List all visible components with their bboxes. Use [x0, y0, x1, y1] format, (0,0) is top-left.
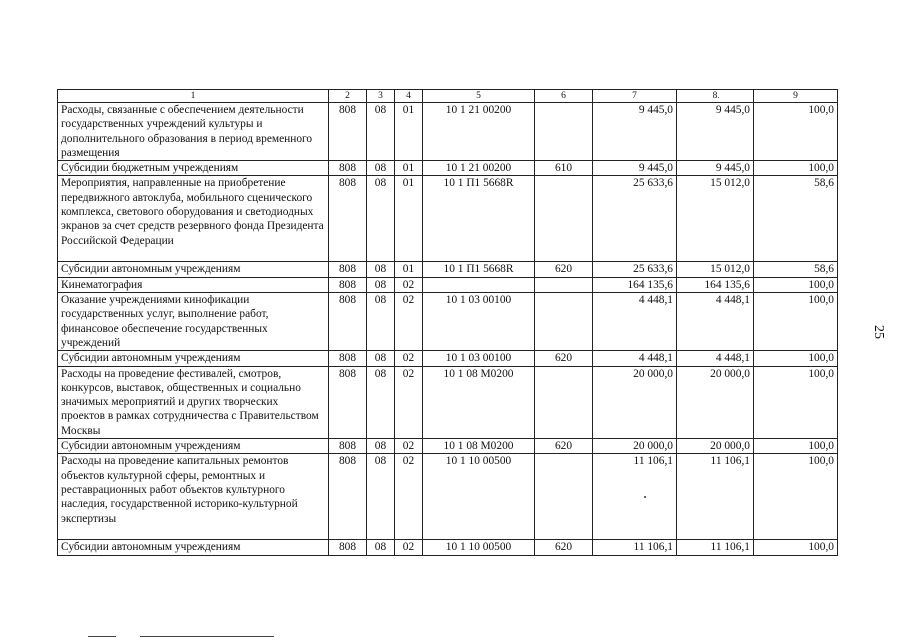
column-header-2: 2: [329, 90, 367, 103]
column-header-8: 8: [677, 90, 754, 103]
execution-percent-cell: 100,0: [754, 540, 838, 555]
table-row: [58, 103, 838, 161]
expense-type-cell: [535, 293, 593, 351]
item-name-cell: Оказание учреждениями кинофикации государственных услуг, выполнение работ, финансовое обеспечение государственных учреждений: [58, 293, 329, 351]
subsection-code-cell: 02: [395, 454, 423, 540]
expense-type-cell: [535, 366, 593, 438]
ministry-code-cell: 808: [329, 262, 367, 277]
target-article-cell: 10 1 21 00200: [423, 161, 535, 176]
column-header-9: 9: [754, 90, 838, 103]
section-code-cell: 08: [367, 540, 395, 555]
executed-amount-cell: 20 000,0: [677, 439, 754, 454]
executed-amount-cell: 4 448,1: [677, 351, 754, 366]
column-header-6: 6: [535, 90, 593, 103]
executed-amount-cell: 9 445,0: [677, 103, 754, 161]
subsection-code-cell: 01: [395, 176, 423, 262]
ministry-code-cell: 808: [329, 351, 367, 366]
subsection-code-cell: 02: [395, 293, 423, 351]
subsection-code-cell: 02: [395, 540, 423, 555]
subsection-code-cell: 01: [395, 103, 423, 161]
column-header-1: 1: [58, 90, 329, 103]
planned-amount-cell: 164 135,6: [593, 277, 677, 292]
planned-amount-cell: 9 445,0: [593, 103, 677, 161]
target-article-cell: 10 1 10 00500: [423, 454, 535, 540]
execution-percent-cell: 100,0: [754, 454, 838, 540]
execution-percent-cell: 100,0: [754, 161, 838, 176]
expense-type-cell: [535, 103, 593, 161]
execution-percent-cell: 100,0: [754, 103, 838, 161]
table-row: [58, 293, 838, 351]
item-name-cell: Кинематография: [58, 277, 329, 292]
item-name-cell: Субсидии автономным учреждениям: [58, 351, 329, 366]
table-row: [58, 351, 838, 366]
item-name-cell: Расходы на проведение фестивалей, смотров, конкурсов, выставок, общественных и социально значимых мероприятий и других творческих проектов в рамках сотрудничества с Правительством Москвы: [58, 366, 329, 438]
ministry-code-cell: 808: [329, 454, 367, 540]
ministry-code-cell: 808: [329, 439, 367, 454]
section-code-cell: 08: [367, 366, 395, 438]
planned-amount-cell: 11 106,1: [593, 540, 677, 555]
executed-amount-cell: 164 135,6: [677, 277, 754, 292]
section-code-cell: 08: [367, 262, 395, 277]
executed-amount-cell: 9 445,0: [677, 161, 754, 176]
subsection-code-cell: 02: [395, 439, 423, 454]
planned-amount-cell: 11 106,1: [593, 454, 677, 540]
executed-amount-cell: 4 448,1: [677, 293, 754, 351]
executed-amount-cell: 20 000,0: [677, 366, 754, 438]
budget-table: [57, 89, 838, 556]
table-row: [58, 454, 838, 540]
planned-amount-cell: 25 633,6: [593, 176, 677, 262]
table-row: [58, 366, 838, 438]
section-code-cell: 08: [367, 161, 395, 176]
item-name-cell: Субсидии бюджетным учреждениям: [58, 161, 329, 176]
scan-speck: [718, 97, 719, 98]
ministry-code-cell: 808: [329, 277, 367, 292]
ministry-code-cell: 808: [329, 366, 367, 438]
executed-amount-cell: 15 012,0: [677, 176, 754, 262]
target-article-cell: 10 1 П1 5668R: [423, 176, 535, 262]
section-code-cell: 08: [367, 454, 395, 540]
column-header-7: 7: [593, 90, 677, 103]
subsection-code-cell: 01: [395, 161, 423, 176]
execution-percent-cell: 100,0: [754, 366, 838, 438]
table-row: [58, 161, 838, 176]
subsection-code-cell: 02: [395, 277, 423, 292]
executed-amount-cell: 11 106,1: [677, 540, 754, 555]
column-header-5: 5: [423, 90, 535, 103]
target-article-cell: 10 1 21 00200: [423, 103, 535, 161]
item-name-cell: Расходы, связанные с обеспечением деятельности государственных учреждений культуры и дополнительного образования в период временного размещения: [58, 103, 329, 161]
execution-percent-cell: 100,0: [754, 293, 838, 351]
execution-percent-cell: 100,0: [754, 277, 838, 292]
expense-type-cell: 620: [535, 439, 593, 454]
table-body: [58, 90, 838, 556]
expense-type-cell: [535, 277, 593, 292]
subsection-code-cell: 02: [395, 366, 423, 438]
expense-type-cell: 620: [535, 540, 593, 555]
item-name-cell: Субсидии автономным учреждениям: [58, 540, 329, 555]
planned-amount-cell: 4 448,1: [593, 351, 677, 366]
target-article-cell: 10 1 П1 5668R: [423, 262, 535, 277]
section-code-cell: 08: [367, 103, 395, 161]
execution-percent-cell: 58,6: [754, 262, 838, 277]
table-row: [58, 176, 838, 262]
table-row: [58, 540, 838, 555]
target-article-cell: 10 1 03 00100: [423, 351, 535, 366]
section-code-cell: 08: [367, 176, 395, 262]
ministry-code-cell: 808: [329, 293, 367, 351]
section-code-cell: 08: [367, 277, 395, 292]
planned-amount-cell: 4 448,1: [593, 293, 677, 351]
target-article-cell: 10 1 08 М0200: [423, 439, 535, 454]
executed-amount-cell: 11 106,1: [677, 454, 754, 540]
execution-percent-cell: 58,6: [754, 176, 838, 262]
expense-type-cell: 620: [535, 351, 593, 366]
table-row: [58, 439, 838, 454]
subsection-code-cell: 02: [395, 351, 423, 366]
target-article-cell: 10 1 10 00500: [423, 540, 535, 555]
planned-amount-cell: 20 000,0: [593, 366, 677, 438]
target-article-cell: 10 1 08 М0200: [423, 366, 535, 438]
expense-type-cell: 610: [535, 161, 593, 176]
ministry-code-cell: 808: [329, 540, 367, 555]
section-code-cell: 08: [367, 439, 395, 454]
executed-amount-cell: 15 012,0: [677, 262, 754, 277]
ministry-code-cell: 808: [329, 103, 367, 161]
ministry-code-cell: 808: [329, 176, 367, 262]
item-name-cell: Субсидии автономным учреждениям: [58, 262, 329, 277]
ministry-code-cell: 808: [329, 161, 367, 176]
execution-percent-cell: 100,0: [754, 439, 838, 454]
execution-percent-cell: 100,0: [754, 351, 838, 366]
section-code-cell: 08: [367, 293, 395, 351]
table-row: [58, 262, 838, 277]
item-name-cell: Субсидии автономным учреждениям: [58, 439, 329, 454]
item-name-cell: Расходы на проведение капитальных ремонтов объектов культурной сферы, ремонтных и реставрационных работ объектов культурного наследия, государственной историко-культурной экспертизы: [58, 454, 329, 540]
table-row: [58, 277, 838, 292]
scan-speck: [644, 496, 646, 498]
scan-edge-mark: [140, 636, 274, 637]
column-header-4: 4: [395, 90, 423, 103]
column-number-header: [58, 90, 838, 103]
section-code-cell: 08: [367, 351, 395, 366]
expense-type-cell: 620: [535, 262, 593, 277]
column-header-3: 3: [367, 90, 395, 103]
target-article-cell: [423, 277, 535, 292]
expense-type-cell: [535, 454, 593, 540]
target-article-cell: 10 1 03 00100: [423, 293, 535, 351]
page-number: 25: [871, 325, 886, 339]
item-name-cell: Мероприятия, направленные на приобретение передвижного автоклуба, мобильного сценического комплекса, светового оборудования и светодиодных экранов за счет средств резервного фонда Президента Российской Федерации: [58, 176, 329, 262]
planned-amount-cell: 25 633,6: [593, 262, 677, 277]
subsection-code-cell: 01: [395, 262, 423, 277]
planned-amount-cell: 9 445,0: [593, 161, 677, 176]
scan-edge-mark: [88, 636, 116, 637]
expense-type-cell: [535, 176, 593, 262]
planned-amount-cell: 20 000,0: [593, 439, 677, 454]
